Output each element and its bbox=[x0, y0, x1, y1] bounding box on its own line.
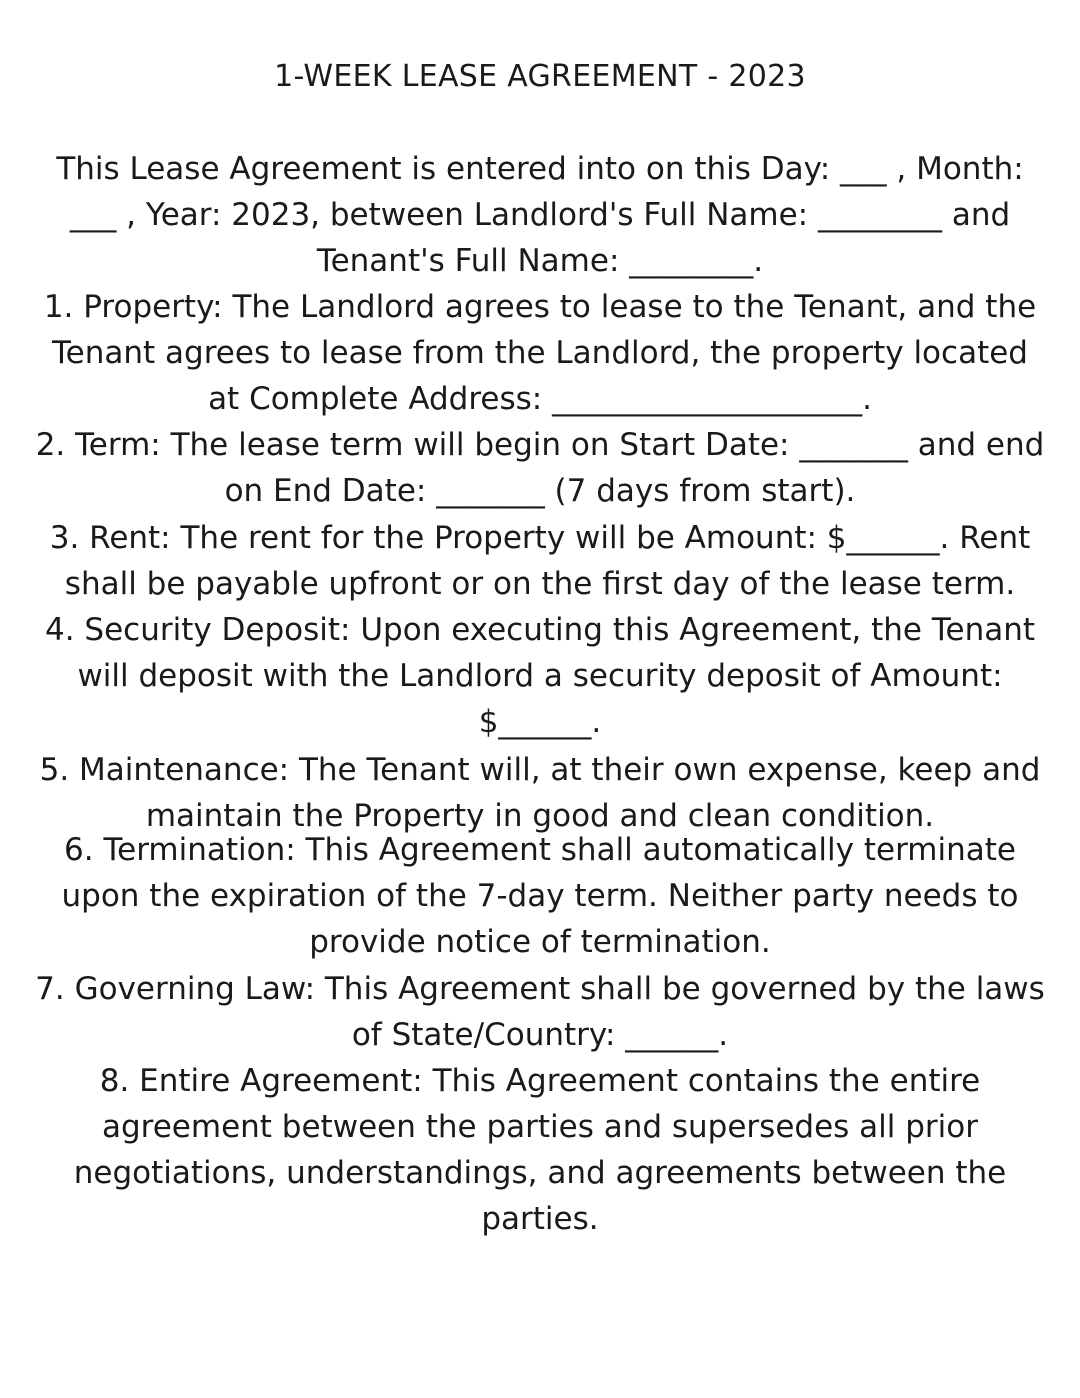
clause-rent-line-1: 3. Rent: The rent for the Property will be Amount: $______. Rent bbox=[49, 520, 1031, 556]
clause-property-line-2: Tenant agrees to lease from the Landlord, the property located bbox=[52, 335, 1028, 371]
clause-termination-line-2: upon the expiration of the 7-day term. Neither party needs to bbox=[61, 878, 1019, 914]
clause-deposit-line-2: will deposit with the Landlord a security deposit of Amount: bbox=[77, 658, 1003, 694]
clause-entire-agreement-line-3: negotiations, understandings, and agreements between the bbox=[73, 1155, 1007, 1191]
clause-property-line-1: 1. Property: The Landlord agrees to lease to the Tenant, and the bbox=[43, 289, 1037, 325]
clause-entire-agreement-line-2: agreement between the parties and supersedes all prior bbox=[102, 1109, 978, 1145]
intro-line-2: ___ , Year: 2023, between Landlord's Full Name: ________ and bbox=[69, 197, 1011, 233]
clause-entire-agreement-line-4: parties. bbox=[481, 1201, 599, 1237]
clause-deposit-line-3: $______. bbox=[478, 704, 602, 740]
clause-term-line-1: 2. Term: The lease term will begin on Start Date: _______ and end bbox=[35, 427, 1045, 463]
clause-governing-law-line-2: of State/Country: ______. bbox=[351, 1017, 729, 1053]
clause-maintenance-line-1: 5. Maintenance: The Tenant will, at their own expense, keep and bbox=[39, 752, 1041, 788]
intro-line-1: This Lease Agreement is entered into on this Day: ___ , Month: bbox=[56, 151, 1024, 187]
clause-rent-line-2: shall be payable upfront or on the first day of the lease term. bbox=[64, 566, 1016, 602]
clause-governing-law-line-1: 7. Governing Law: This Agreement shall be governed by the laws bbox=[35, 971, 1045, 1007]
clause-entire-agreement-line-1: 8. Entire Agreement: This Agreement contains the entire bbox=[99, 1063, 981, 1099]
clause-maintenance-line-2: maintain the Property in good and clean condition. bbox=[145, 798, 935, 834]
clause-deposit-line-1: 4. Security Deposit: Upon executing this Agreement, the Tenant bbox=[44, 612, 1036, 648]
clause-term-line-2: on End Date: _______ (7 days from start). bbox=[224, 473, 856, 509]
document-title: 1-WEEK LEASE AGREEMENT - 2023 bbox=[274, 59, 806, 94]
intro-line-3: Tenant's Full Name: ________. bbox=[316, 243, 764, 279]
clause-termination-line-1: 6. Termination: This Agreement shall automatically terminate bbox=[64, 832, 1016, 868]
clause-property-line-3: at Complete Address: ____________________. bbox=[208, 381, 872, 417]
clause-termination-line-3: provide notice of termination. bbox=[309, 924, 771, 960]
